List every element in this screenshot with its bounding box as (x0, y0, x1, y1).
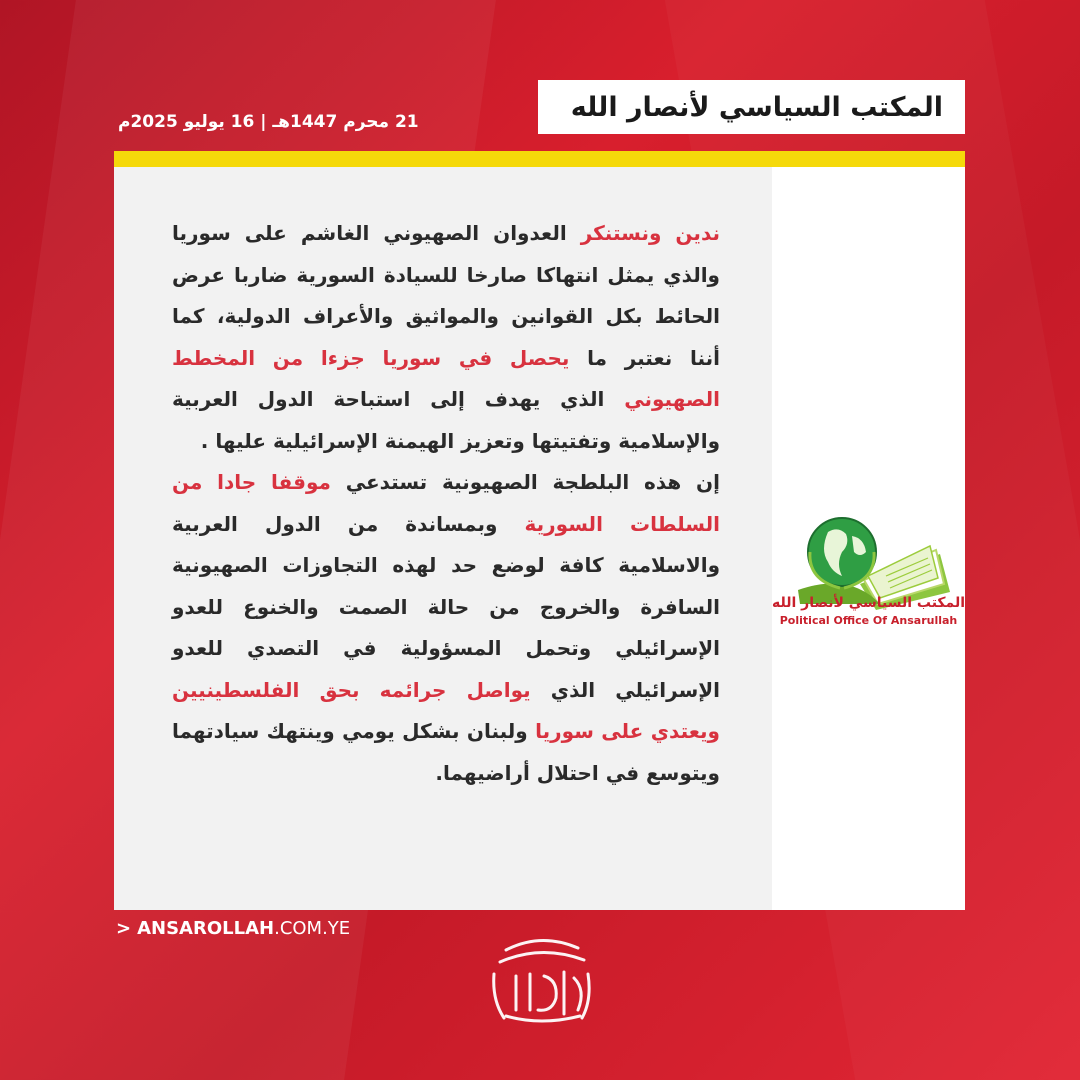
text-run: العدوان الصهيوني الغاشم على سوريا والذي يمثل انتهاكا صارخا للسيادة السورية ضاربا عرض الحائط بكل القوانين والمواثيق والأعراف الدولية، كما أننا نعتبر ما (172, 221, 720, 370)
logo-arabic-caption: المكتب السياسي لأنصار الله (772, 595, 965, 611)
text-run: وبمساندة من الدول العربية والاسلامية كافة لوضع حد لهذه التجاوزات الصهيونية السافرة والخروج من حالة الصمت والخنوع للعدو الإسرائيلي وتحمل المسؤولية في التصدي للعدو الإسرائيلي الذي (172, 511, 720, 702)
website-link[interactable] (116, 918, 350, 939)
page-title: المكتب السياسي لأنصار الله (570, 91, 943, 123)
site-domain: .COM.YE (274, 918, 351, 939)
title-box (538, 80, 965, 134)
statement-text (172, 213, 720, 794)
text-highlight: يحصل في سوريا جزءا من المخطط الصهيوني (172, 345, 720, 411)
chevron-right-icon: > (116, 918, 132, 939)
statement-paragraph (172, 462, 720, 794)
text-run: ولبنان بشكل يومي وينتهك سيادتهما ويتوسع في احتلال أراضيهما. (172, 719, 720, 785)
text-highlight: يواصل جرائمه بحق الفلسطينيين ويعتدي على سوريا (172, 677, 720, 743)
logo-panel (772, 167, 965, 910)
text-run: إن هذه البلطجة الصهيونية تستدعي (330, 470, 720, 494)
statement-panel (114, 167, 772, 910)
text-highlight: ندين ونستنكر (580, 221, 721, 245)
logo-english-caption: Political Office Of Ansarullah (779, 614, 958, 627)
date-line: 21 محرم 1447هـ | 16 يوليو 2025م (118, 112, 419, 132)
site-name: ANSAROLLAH (137, 918, 275, 939)
statement-paragraph (172, 213, 720, 462)
accent-bar (114, 151, 965, 167)
text-highlight: موقفا جادا من السلطات السورية (172, 470, 721, 536)
text-run: الذي يهدف إلى استباحة الدول العربية والإسلامية وتفتيتها وتعزيز الهيمنة الإسرائيلية عليها . (172, 387, 720, 453)
ansarullah-calligraphy-logo-icon (486, 930, 596, 1030)
